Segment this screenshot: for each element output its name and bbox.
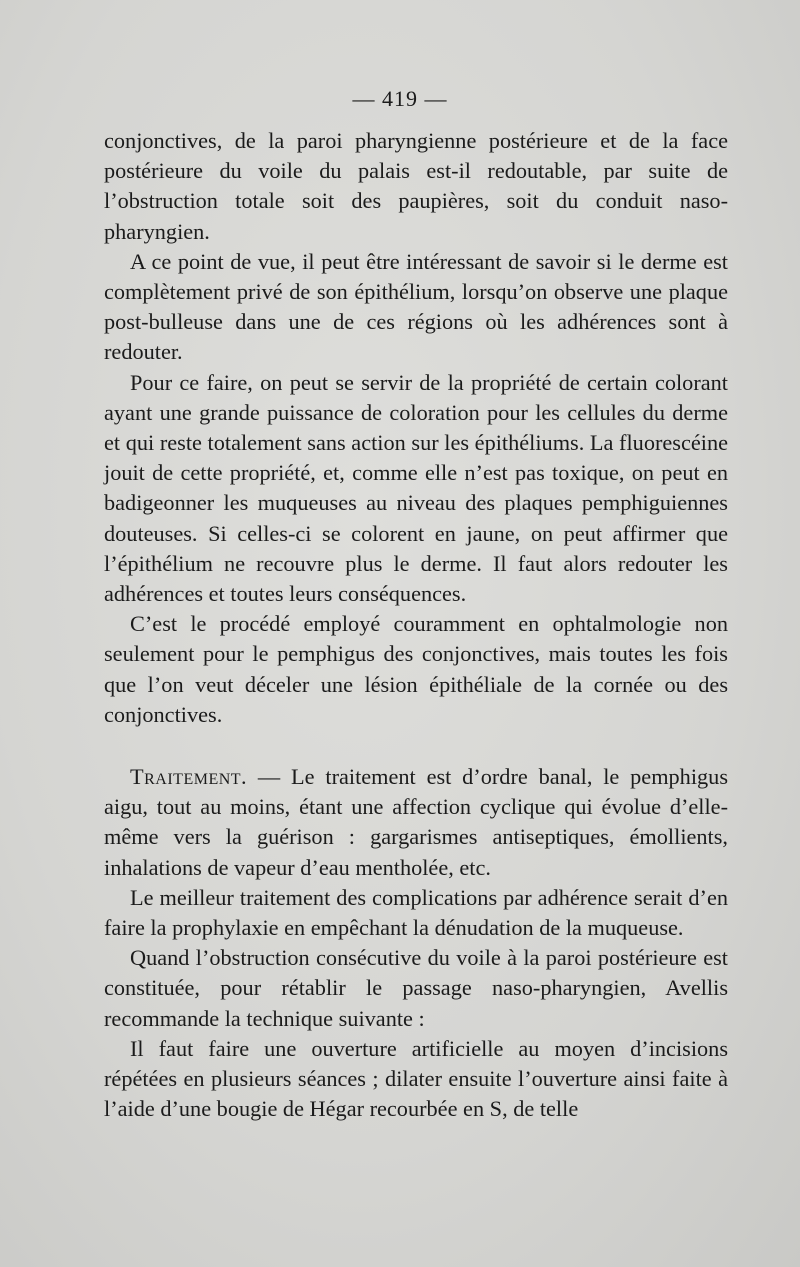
section-heading: Traitement. — [130, 764, 248, 790]
paragraph: Le meilleur traitement des complications par adhérence serait d’en faire la prophylaxie en empêchant la dénudation de la muqueuse. — [104, 884, 728, 941]
section-lead-text: — Le traitement est d’ordre banal, le pemphigus aigu, tout au moins, étant une affection cyclique qui évolue d’elle-même vers la guérison : gargarismes antiseptiques, émollients, inhalations de vapeur d’eau mentholée, etc. — [104, 764, 728, 880]
paragraph: conjonctives, de la paroi pharyngienne postérieure et de la face postérieure du voile du palais est-il redoutable, par suite de l’obstruction totale soit des paupières, soit du conduit naso-pharyngien. — [104, 128, 728, 244]
page-number: — 419 — — [352, 86, 448, 111]
paragraph: Quand l’obstruction consécutive du voile à la paroi postérieure est constituée, pour rétablir le passage naso-pharyngien, Avellis recommande la technique suivante : — [104, 945, 728, 1031]
paragraph: A ce point de vue, il peut être intéressant de savoir si le derme est complètement privé de son épithélium, lorsqu’on observe une plaque post-bulleuse dans une de ces régions où les adhérences sont à redouter. — [104, 248, 728, 365]
section-paragraph — [104, 762, 728, 883]
body-text — [104, 126, 728, 1125]
paragraph: Pour ce faire, on peut se servir de la propriété de certain colorant ayant une grande puissance de coloration pour les cellules du derme et qui reste totalement sans action sur les épithéliums. La fluorescéine jouit de cette propriété, et, comme elle n’est pas toxique, on peut en badigeonner les muqueuses au niveau des plaques pemphiguiennes douteuses. Si celles-ci se colorent en jaune, on peut affirmer que l’épithélium ne recouvre plus le derme. Il faut alors redouter les adhérences et toutes leurs conséquences. — [104, 369, 728, 607]
paragraph: Il faut faire une ouverture artificielle au moyen d’incisions répétées en plusieurs séances ; dilater ensuite l’ouverture ainsi faite à l’aide d’une bougie de Hégar recourbée en S, de telle — [104, 1035, 728, 1122]
paragraph: C’est le procédé employé couramment en ophtalmologie non seulement pour le pemphigus des conjonctives, mais toutes les fois que l’on veut déceler une lésion épithéliale de la cornée ou des conjonctives. — [104, 611, 728, 727]
